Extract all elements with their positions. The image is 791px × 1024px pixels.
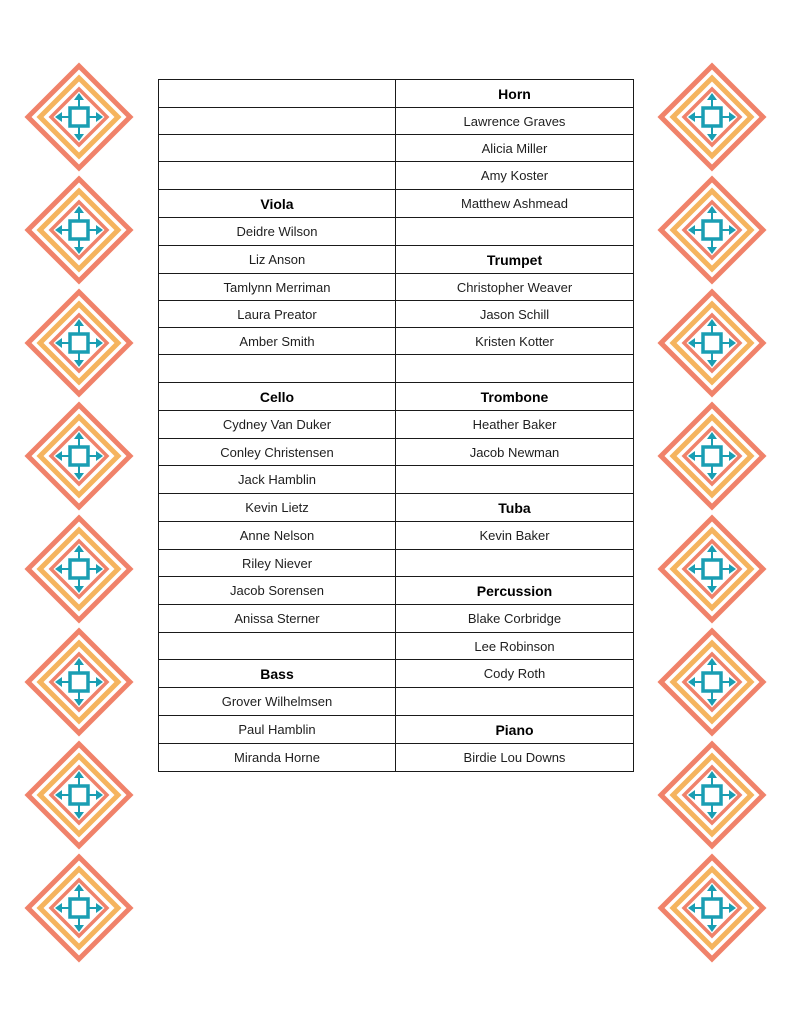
diamond-compass-arrows-icon: [23, 626, 135, 738]
member-name-cell: Paul Hamblin: [159, 716, 396, 744]
table-row: [159, 466, 634, 494]
member-name-cell: [159, 80, 396, 108]
member-name-cell: Jacob Sorensen: [159, 577, 396, 605]
section-header-cell: Cello: [159, 383, 396, 411]
table-row: [159, 716, 634, 744]
member-name-cell: [396, 688, 634, 716]
member-name-cell: Lee Robinson: [396, 633, 634, 660]
member-name-cell: [159, 162, 396, 190]
member-name-cell: Jason Schill: [396, 301, 634, 328]
member-name-cell: [159, 108, 396, 135]
diamond-compass-arrows-icon: [656, 739, 768, 851]
member-name-cell: Anissa Sterner: [159, 605, 396, 633]
table-row: [159, 522, 634, 550]
member-name-cell: [396, 218, 634, 246]
member-name-cell: Alicia Miller: [396, 135, 634, 162]
diamond-compass-arrows-icon: [656, 287, 768, 399]
member-name-cell: [159, 355, 396, 383]
table-row: [159, 328, 634, 355]
diamond-compass-arrows-icon: [23, 739, 135, 851]
member-name-cell: [159, 135, 396, 162]
diamond-compass-arrows-icon: [23, 400, 135, 512]
table-row: [159, 135, 634, 162]
table-row: [159, 660, 634, 688]
table-row: [159, 744, 634, 772]
member-name-cell: Kevin Baker: [396, 522, 634, 550]
member-name-cell: Jacob Newman: [396, 439, 634, 466]
table-row: [159, 218, 634, 246]
member-name-cell: Cydney Van Duker: [159, 411, 396, 439]
diamond-compass-arrows-icon: [656, 513, 768, 625]
section-header-cell: Bass: [159, 660, 396, 688]
table-row: [159, 246, 634, 274]
table-row: [159, 411, 634, 439]
table-row: [159, 190, 634, 218]
table-row: [159, 80, 634, 108]
member-name-cell: Deidre Wilson: [159, 218, 396, 246]
diamond-compass-arrows-icon: [23, 852, 135, 964]
member-name-cell: Riley Niever: [159, 550, 396, 577]
member-name-cell: Kevin Lietz: [159, 494, 396, 522]
table-row: [159, 301, 634, 328]
member-name-cell: [396, 466, 634, 494]
table-row: [159, 439, 634, 466]
table-row: [159, 577, 634, 605]
table-row: [159, 550, 634, 577]
section-header-cell: Trombone: [396, 383, 634, 411]
member-name-cell: Miranda Horne: [159, 744, 396, 772]
table-row: [159, 274, 634, 301]
section-header-cell: Horn: [396, 80, 634, 108]
table-row: [159, 605, 634, 633]
table-row: [159, 688, 634, 716]
diamond-compass-arrows-icon: [23, 287, 135, 399]
section-header-cell: Tuba: [396, 494, 634, 522]
member-name-cell: Grover Wilhelmsen: [159, 688, 396, 716]
member-name-cell: [159, 633, 396, 660]
table-row: [159, 355, 634, 383]
member-name-cell: Amy Koster: [396, 162, 634, 190]
section-header-cell: Percussion: [396, 577, 634, 605]
diamond-compass-arrows-icon: [656, 61, 768, 173]
diamond-compass-arrows-icon: [23, 513, 135, 625]
table-row: [159, 494, 634, 522]
diamond-compass-arrows-icon: [656, 852, 768, 964]
member-name-cell: Conley Christensen: [159, 439, 396, 466]
member-name-cell: Matthew Ashmead: [396, 190, 634, 218]
table-row: [159, 162, 634, 190]
member-name-cell: Laura Preator: [159, 301, 396, 328]
diamond-compass-arrows-icon: [656, 626, 768, 738]
member-name-cell: [396, 550, 634, 577]
section-header-cell: Viola: [159, 190, 396, 218]
member-name-cell: Heather Baker: [396, 411, 634, 439]
orchestra-roster-table: [158, 79, 634, 772]
member-name-cell: Amber Smith: [159, 328, 396, 355]
table-row: [159, 383, 634, 411]
diamond-compass-arrows-icon: [656, 400, 768, 512]
member-name-cell: Tamlynn Merriman: [159, 274, 396, 301]
member-name-cell: Christopher Weaver: [396, 274, 634, 301]
left-ornament-column: [23, 0, 135, 1024]
member-name-cell: Kristen Kotter: [396, 328, 634, 355]
member-name-cell: Cody Roth: [396, 660, 634, 688]
diamond-compass-arrows-icon: [23, 174, 135, 286]
section-header-cell: Piano: [396, 716, 634, 744]
member-name-cell: Jack Hamblin: [159, 466, 396, 494]
member-name-cell: [396, 355, 634, 383]
section-header-cell: Trumpet: [396, 246, 634, 274]
right-ornament-column: [656, 0, 768, 1024]
table-row: [159, 108, 634, 135]
diamond-compass-arrows-icon: [23, 61, 135, 173]
member-name-cell: Blake Corbridge: [396, 605, 634, 633]
member-name-cell: Liz Anson: [159, 246, 396, 274]
member-name-cell: Birdie Lou Downs: [396, 744, 634, 772]
roster-table-body: [159, 80, 634, 772]
member-name-cell: Anne Nelson: [159, 522, 396, 550]
table-row: [159, 633, 634, 660]
diamond-compass-arrows-icon: [656, 174, 768, 286]
member-name-cell: Lawrence Graves: [396, 108, 634, 135]
